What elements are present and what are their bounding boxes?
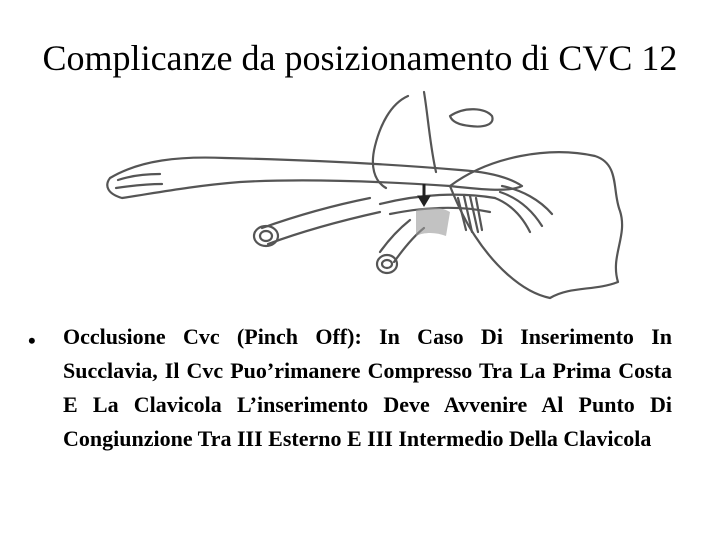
bullet-text: Occlusione Cvc (Pinch Off): In Caso Di Inserimento In Succlavia, Il Cvc Puo’rimanere Compresso Tra La Prima Costa E La Clavicola L’inserimento Deve Avvenire Al Punto Di Congiunzione Tra III Esterno E III Intermedio Della Clavicola — [63, 324, 672, 451]
clavicle-bone — [107, 158, 522, 198]
bullet-list — [28, 320, 672, 456]
compression-zone — [416, 207, 450, 236]
clavicle-rib-catheter-icon — [90, 86, 650, 306]
coracoid-process — [450, 109, 493, 126]
catheter-tube-left — [262, 198, 370, 228]
bullet-marker: • — [28, 328, 36, 353]
anatomy-illustration — [90, 86, 650, 306]
slide-title: Complicanze da posizionamento di CVC 12 — [42, 38, 678, 78]
first-rib — [373, 96, 408, 188]
